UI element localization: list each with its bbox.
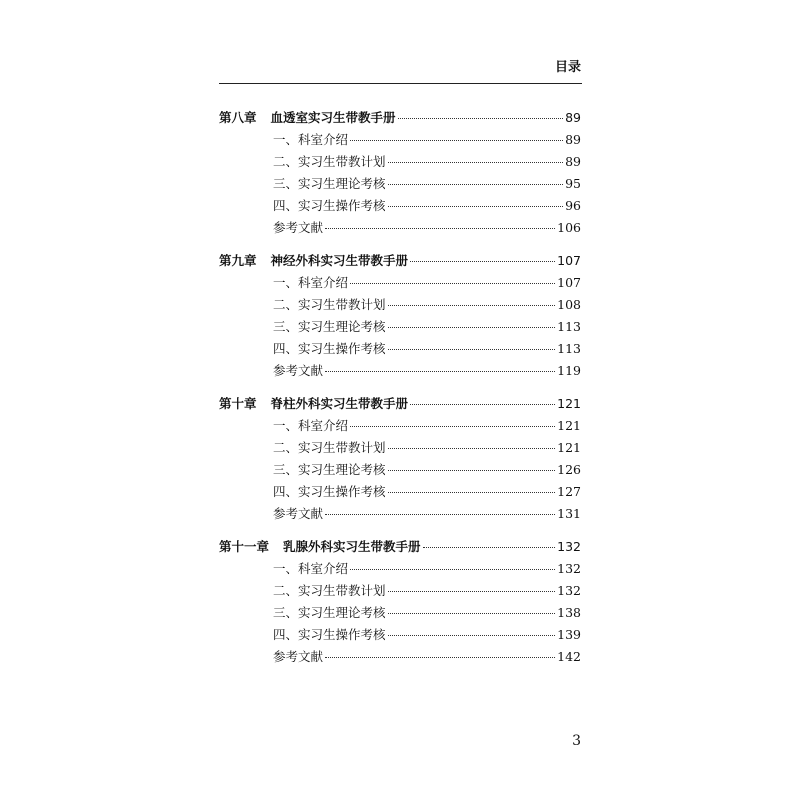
table-of-contents (219, 107, 581, 679)
toc-entry[interactable] (219, 360, 581, 382)
chapter-heading[interactable] (219, 536, 581, 558)
dot-leader (410, 404, 555, 405)
page-number: 119 (557, 363, 581, 378)
toc-entry[interactable] (219, 316, 581, 338)
dot-leader (388, 591, 556, 592)
page-number: 96 (565, 198, 581, 213)
entry-label: 一、科室介绍 (273, 418, 349, 433)
dot-leader (388, 162, 564, 163)
toc-entry[interactable] (219, 129, 581, 151)
page-number: 95 (565, 176, 581, 191)
page-number: 132 (557, 583, 581, 598)
dot-leader (388, 613, 556, 614)
entry-label: 四、实习生操作考核 (273, 627, 386, 642)
entry-label: 四、实习生操作考核 (273, 341, 386, 356)
page-number: 142 (557, 649, 581, 664)
page-number: 107 (557, 275, 581, 290)
entry-label: 二、实习生带教计划 (273, 440, 386, 455)
entry-label: 一、科室介绍 (273, 275, 349, 290)
chapter-title: 乳腺外科实习生带教手册 (283, 539, 421, 554)
entry-label: 四、实习生操作考核 (273, 198, 386, 213)
page-number: 127 (557, 484, 581, 499)
dot-leader (325, 371, 555, 372)
page-number: 113 (557, 341, 581, 356)
dot-leader (350, 426, 555, 427)
page-number: 121 (557, 396, 581, 411)
page-number: 132 (557, 539, 581, 554)
toc-entry[interactable] (219, 602, 581, 624)
page-number: 89 (565, 110, 581, 125)
page-number: 108 (557, 297, 581, 312)
chapter-title: 血透室实习生带教手册 (270, 110, 396, 125)
toc-entry[interactable] (219, 580, 581, 602)
toc-entry[interactable] (219, 624, 581, 646)
dot-leader (325, 657, 555, 658)
dot-leader (325, 228, 555, 229)
dot-leader (388, 305, 556, 306)
entry-label: 一、科室介绍 (273, 561, 349, 576)
chapter-title: 神经外科实习生带教手册 (270, 253, 409, 268)
toc-entry[interactable] (219, 173, 581, 195)
chapter-heading[interactable] (219, 393, 581, 415)
chapter-number: 第十一章 (219, 539, 270, 554)
page-number: 131 (557, 506, 581, 521)
footer-page-number: 3 (572, 733, 581, 749)
toc-entry[interactable] (219, 459, 581, 481)
dot-leader (388, 448, 556, 449)
toc-entry[interactable] (219, 294, 581, 316)
toc-entry[interactable] (219, 415, 581, 437)
entry-label: 参考文献 (273, 220, 324, 235)
page-number: 121 (557, 440, 581, 455)
page-number: 121 (557, 418, 581, 433)
dot-leader (350, 140, 563, 141)
entry-label: 一、科室介绍 (273, 132, 349, 147)
header-rule (219, 83, 582, 84)
toc-chapter (219, 536, 581, 668)
dot-leader (388, 470, 556, 471)
toc-entry[interactable] (219, 646, 581, 668)
chapter-number: 第九章 (219, 253, 257, 268)
toc-chapter (219, 393, 581, 525)
toc-entry[interactable] (219, 195, 581, 217)
toc-entry[interactable] (219, 558, 581, 580)
dot-leader (388, 635, 556, 636)
dot-leader (350, 569, 555, 570)
page-number: 139 (557, 627, 581, 642)
chapter-number: 第十章 (219, 396, 257, 411)
entry-label: 参考文献 (273, 506, 324, 521)
dot-leader (388, 184, 564, 185)
entry-label: 参考文献 (273, 363, 324, 378)
page-number: 89 (565, 132, 581, 147)
page-number: 106 (557, 220, 581, 235)
entry-label: 三、实习生理论考核 (273, 176, 386, 191)
dot-leader (423, 547, 556, 548)
toc-entry[interactable] (219, 151, 581, 173)
entry-label: 二、实习生带教计划 (273, 154, 386, 169)
entry-label: 三、实习生理论考核 (273, 605, 386, 620)
entry-label: 二、实习生带教计划 (273, 583, 386, 598)
page-number: 138 (557, 605, 581, 620)
chapter-heading[interactable] (219, 107, 581, 129)
toc-entry[interactable] (219, 437, 581, 459)
chapter-heading[interactable] (219, 250, 581, 272)
dot-leader (398, 118, 564, 119)
toc-entry[interactable] (219, 481, 581, 503)
dot-leader (410, 261, 555, 262)
dot-leader (388, 492, 556, 493)
toc-chapter (219, 107, 581, 239)
page-number: 126 (557, 462, 581, 477)
page-number: 132 (557, 561, 581, 576)
page-number: 107 (557, 253, 581, 268)
dot-leader (350, 283, 555, 284)
entry-label: 二、实习生带教计划 (273, 297, 386, 312)
page-number: 89 (565, 154, 581, 169)
toc-entry[interactable] (219, 338, 581, 360)
chapter-number: 第八章 (219, 110, 257, 125)
dot-leader (388, 206, 564, 207)
entry-label: 参考文献 (273, 649, 324, 664)
page-number: 113 (557, 319, 581, 334)
dot-leader (325, 514, 555, 515)
page-header-title: 目录 (554, 60, 581, 75)
dot-leader (388, 349, 556, 350)
toc-entry[interactable] (219, 217, 581, 239)
entry-label: 四、实习生操作考核 (273, 484, 386, 499)
entry-label: 三、实习生理论考核 (273, 462, 386, 477)
toc-entry[interactable] (219, 503, 581, 525)
dot-leader (388, 327, 556, 328)
chapter-title: 脊柱外科实习生带教手册 (270, 396, 409, 411)
toc-chapter (219, 250, 581, 382)
toc-entry[interactable] (219, 272, 581, 294)
entry-label: 三、实习生理论考核 (273, 319, 386, 334)
